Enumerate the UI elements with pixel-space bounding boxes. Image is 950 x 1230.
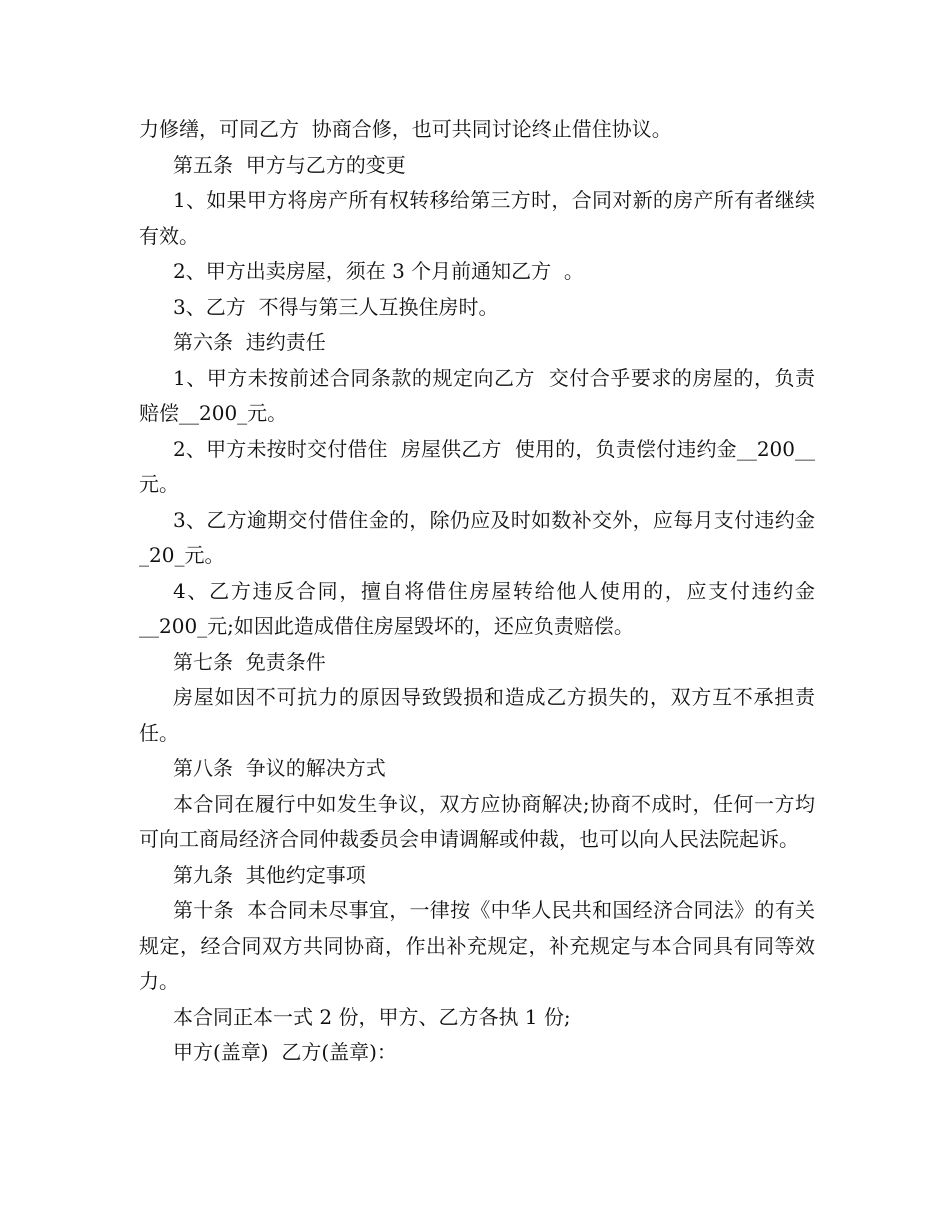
copies-statement: 本合同正本一式 2 份，甲方、乙方各执 1 份; bbox=[173, 1004, 571, 1029]
article-5-clause-2: 2、甲方出卖房屋，须在 3 个月前通知乙方 。 bbox=[173, 259, 584, 283]
article-6-clause-2: 2、甲方未按时交付借住 房屋供乙方 使用的，负责偿付违约金__200__元。 bbox=[139, 436, 815, 496]
paragraph-continuation: 力修缮，可同乙方 协商合修，也可共同讨论终止借住协议。 bbox=[139, 117, 672, 141]
article-7-body: 房屋如因不可抗力的原因导致毁损和造成乙方损失的，双方互不承担责任。 bbox=[139, 685, 815, 745]
article-5-clause-1: 1、如果甲方将房产所有权转移给第三方时，合同对新的房产所有者继续有效。 bbox=[139, 188, 815, 248]
article-6-clause-4: 4、乙方违反合同，擅自将借住房屋转给他人使用的，应支付违约金__200_元;如因此造成借住房屋毁坏的，还应负责赔偿。 bbox=[139, 578, 815, 638]
article-6-clause-1: 1、甲方未按前述合同条款的规定向乙方 交付合乎要求的房屋的，负责赔偿__200_元。 bbox=[139, 365, 815, 425]
article-7-heading: 第七条 免责条件 bbox=[173, 649, 326, 674]
article-6-clause-3: 3、乙方逾期交付借住金的，除仍应及时如数补交外，应每月支付违约金_20_元。 bbox=[139, 507, 815, 567]
article-5-clause-3: 3、乙方 不得与第三人互换住房时。 bbox=[173, 294, 499, 319]
article-6-heading: 第六条 违约责任 bbox=[173, 330, 326, 354]
article-9-heading: 第九条 其他约定事项 bbox=[173, 862, 366, 887]
article-8-body: 本合同在履行中如发生争议，双方应协商解决;协商不成时，任何一方均可向工商局经济合同仲裁委员会申请调解或仲裁，也可以向人民法院起诉。 bbox=[139, 791, 815, 851]
article-10-body: 第十条 本合同未尽事宜，一律按《中华人民共和国经济合同法》的有关规定，经合同双方共同协商，作出补充规定，补充规定与本合同具有同等效力。 bbox=[139, 898, 815, 993]
article-5-heading: 第五条 甲方与乙方的变更 bbox=[173, 152, 406, 177]
document-body bbox=[139, 112, 815, 1071]
article-8-heading: 第八条 争议的解决方式 bbox=[173, 756, 386, 780]
signature-line: 甲方(盖章) 乙方(盖章)： bbox=[173, 1040, 397, 1064]
